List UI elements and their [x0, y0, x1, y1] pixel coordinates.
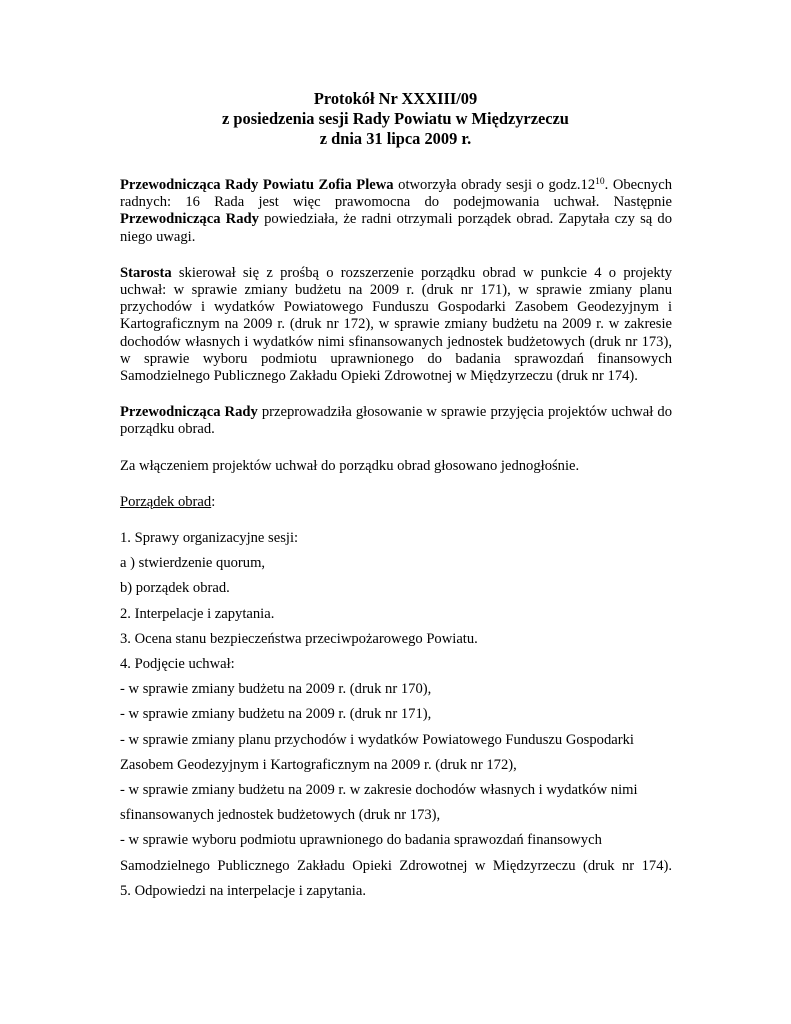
agenda-item: - w sprawie zmiany planu przychodów i wydatków Powiatowego Funduszu Gospodarki — [120, 731, 634, 748]
agenda-item: Samodzielnego Publicznego Zakładu Opieki Zdrowotnej w Międzyrzeczu (druk nr 174). — [120, 857, 672, 874]
agenda-item: - w sprawie zmiany budżetu na 2009 r. (druk nr 170), — [120, 681, 432, 698]
paragraph-starosta — [120, 265, 672, 385]
agenda-item: sfinansowanych jednostek budżetowych (druk nr 173), — [120, 807, 441, 824]
starosta-text: skierował się z prośbą o rozszerzenie porządku obrad w punkcie 4 o projekty uchwał: w sprawie zmiany budżetu na 2009 r. (druk nr 171), w sprawie zmiany planu przychodów i wydatków Powiatowego Funduszu Gospodarki Zasobem Geodezyjnym i Kartograficznym na 2009 r. (druk nr 172), w sprawie zmiany budżetu na 2009 r. w zakresie dochodów własnych i wydatków nimi sfinansowanych jednostek budżetowych (druk nr 173), w sprawie wyboru podmiotu uprawnionego do badania sprawozdań finansowych Samodzielnego Publicznego Zakładu Opieki Zdrowotnej w Międzyrzeczu (druk nr 174). — [120, 264, 672, 385]
opening-text-2: . Obecnych radnych: 16 Rada jest więc prawomocna do podejmowania uchwał. Następnie — [120, 177, 672, 211]
time-minutes-superscript: 10 — [595, 177, 605, 187]
title-line-2: z posiedzenia sesji Rady Powiatu w Międzyrzeczu — [222, 109, 569, 128]
chairperson-title: Przewodnicząca Rady — [120, 211, 259, 228]
agenda-item: Zasobem Geodezyjnym i Kartograficznym na 2009 r. (druk nr 172), — [120, 756, 517, 773]
agenda-item: 5. Odpowiedzi na interpelacje i zapytania. — [120, 882, 366, 899]
agenda-heading-text: Porządek obrad — [120, 493, 212, 510]
title-line-1: Protokół Nr XXXIII/09 — [313, 89, 478, 108]
paragraph-vote — [120, 404, 672, 438]
agenda-item: - w sprawie zmiany budżetu na 2009 r. (druk nr 171), — [120, 706, 432, 723]
agenda-item: 2. Interpelacje i zapytania. — [120, 605, 275, 622]
opening-text-3: powiedziała, że radni otrzymali porządek obrad. Zapytała czy są do niego uwagi. — [120, 211, 672, 245]
document-title — [0, 89, 791, 149]
document-body — [120, 177, 672, 908]
starosta-label: Starosta — [120, 264, 172, 281]
paragraph-vote-result: Za włączeniem projektów uchwał do porządku obrad głosowano jednogłośnie. — [120, 457, 580, 474]
agenda-item: - w sprawie wyboru podmiotu uprawnionego do badania sprawozdań finansowych — [120, 832, 602, 849]
vote-chairperson-title: Przewodnicząca Rady — [120, 404, 258, 421]
agenda-heading — [120, 494, 672, 511]
agenda-item: 3. Ocena stanu bezpieczeństwa przeciwpożarowego Powiatu. — [120, 630, 478, 647]
title-line-3: z dnia 31 lipca 2009 r. — [319, 129, 472, 148]
agenda-heading-colon: : — [211, 493, 216, 510]
agenda-item: 4. Podjęcie uchwał: — [120, 656, 235, 673]
agenda-item: - w sprawie zmiany budżetu na 2009 r. w zakresie dochodów własnych i wydatków nimi — [120, 782, 638, 799]
vote-text: przeprowadziła głosowanie w sprawie przyjęcia projektów uchwał do porządku obrad. — [120, 404, 672, 438]
opening-text-1: otworzyła obrady sesji o godz.12 — [393, 177, 596, 193]
agenda-item: b) porządek obrad. — [120, 580, 230, 597]
chairperson-name: Przewodnicząca Rady Powiatu Zofia Plewa — [120, 177, 394, 193]
paragraph-opening — [120, 177, 672, 246]
agenda-list — [120, 530, 672, 900]
agenda-item: a ) stwierdzenie quorum, — [120, 555, 266, 572]
agenda-item: 1. Sprawy organizacyjne sesji: — [120, 530, 299, 547]
